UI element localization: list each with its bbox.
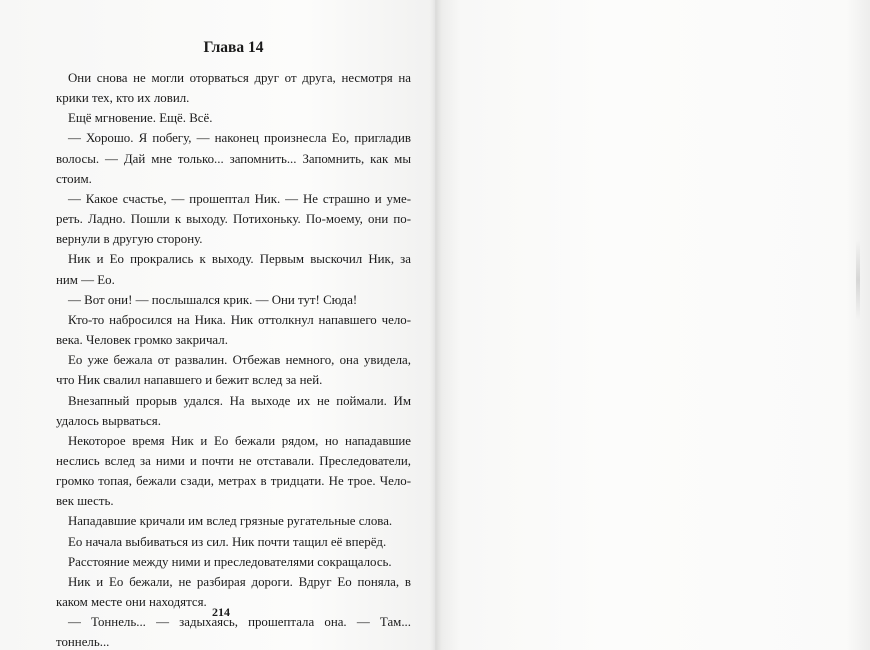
right-page	[435, 0, 870, 650]
text-line: Некоторое время Ник и Ео бежали рядом, но нападавшие	[68, 433, 411, 448]
text-line: крики тех, кто их ловил.	[56, 91, 190, 106]
page-edge-shadow	[846, 0, 870, 650]
text-line: Ещё мгновение. Ещё. Всё.	[68, 111, 213, 126]
text-line: Ео уже бежала от развалин. Отбежав немного, она увидела,	[68, 353, 411, 368]
text-line: ним — Ео.	[56, 272, 115, 287]
text-line: неслись вслед за ними и почти не отставали. Преследователи,	[56, 453, 411, 468]
text-line: тоннель...	[56, 635, 110, 650]
text-line: — Тоннель... — задыхаясь, прошептала она. — Там...	[68, 615, 411, 630]
text-line: удалось вырваться.	[56, 413, 161, 428]
text-line: что Ник свалил напавшего и бежит вслед за ней.	[56, 373, 323, 388]
text-line: — Какое счастье, — прошептал Ник. — Не страшно и уме-	[68, 191, 411, 206]
text-line: громко топая, бежали сзади, метрах в тридцати. Не трое. Чело-	[56, 474, 411, 489]
book-gutter	[430, 0, 442, 650]
page-number-left: 214	[212, 605, 230, 619]
left-page-text	[56, 38, 411, 650]
text-line: Ник и Ео прокрались к выходу. Первым выскочил Ник, за	[68, 252, 411, 267]
page-edge-mark	[856, 240, 860, 320]
text-line: Нападавшие кричали им вслед грязные ругательные слова.	[68, 514, 393, 529]
text-line: Ник и Ео бежали, не разбирая дороги. Вдруг Ео поняла, в	[68, 574, 411, 589]
text-line: Ео начала выбиваться из сил. Ник почти тащил её вперёд.	[68, 534, 387, 549]
left-lines	[56, 68, 411, 650]
text-line: Внезапный прорыв удался. На выходе их не поймали. Им	[68, 393, 411, 408]
text-line: Кто-то набросился на Ника. Ник оттолкнул напавшего чело-	[68, 312, 411, 327]
text-line: стоим.	[56, 171, 92, 186]
chapter-title: Глава 14	[203, 39, 264, 56]
text-line: Они снова не могли оторваться друг от друга, несмотря на	[68, 71, 411, 85]
text-line: века. Человек громко закричал.	[56, 333, 228, 348]
text-line: волосы. — Дай мне только... запомнить... Запомнить, как мы	[56, 151, 411, 166]
text-line: реть. Ладно. Пошли к выходу. Потихоньку. По-моему, они по-	[56, 212, 411, 227]
text-line: — Хорошо. Я побегу, — наконец произнесла Ео, пригладив	[68, 131, 411, 146]
text-line: Расстояние между ними и преследователями сокращалось.	[68, 554, 392, 569]
text-line: — Вот они! — послышался крик. — Они тут! Сюда!	[68, 292, 358, 307]
text-line: вернули в другую сторону.	[56, 232, 203, 247]
text-line: век шесть.	[56, 494, 114, 509]
text-line: каком месте они находятся.	[56, 595, 207, 610]
